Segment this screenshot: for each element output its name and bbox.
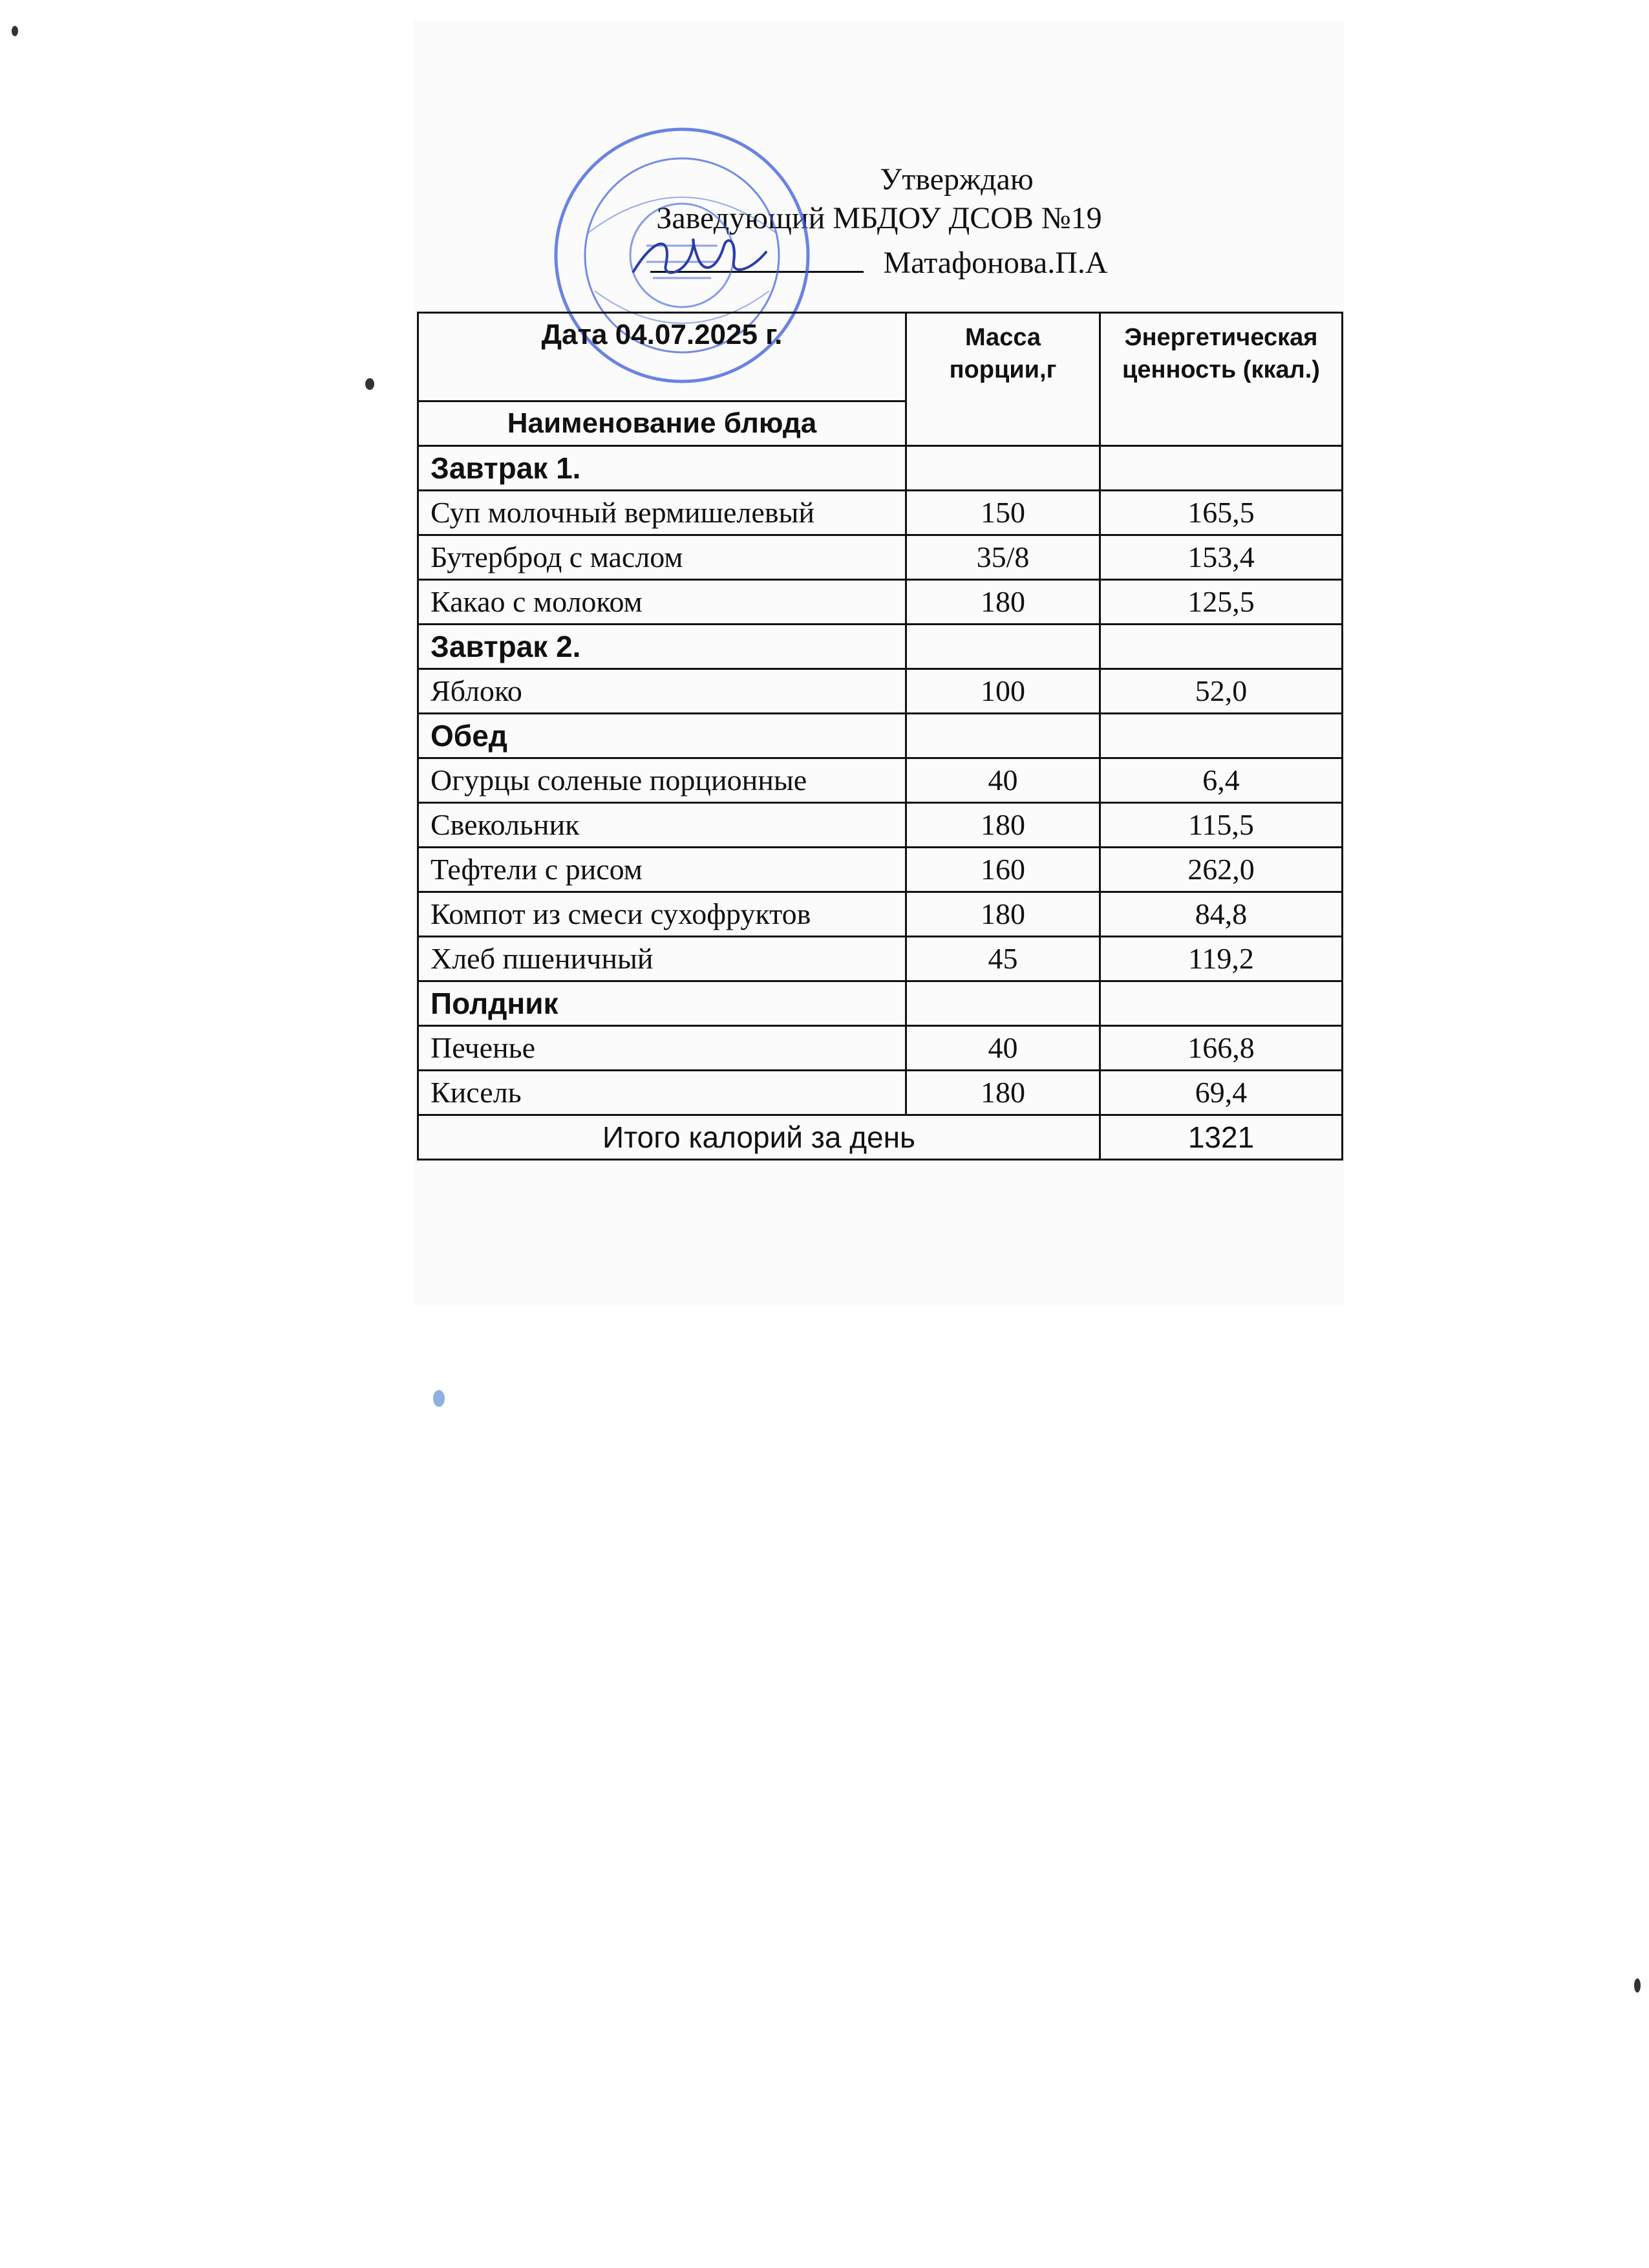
dish-name: Огурцы соленые порционные <box>418 758 906 803</box>
scan-speck <box>1634 1978 1641 1993</box>
dish-energy: 84,8 <box>1100 892 1343 937</box>
dish-mass: 100 <box>906 669 1100 714</box>
dish-row <box>418 848 1343 892</box>
section-title: Полдник <box>418 981 906 1026</box>
approval-position: Заведующий МБДОУ ДСОВ №19 <box>656 201 1102 235</box>
section-row <box>418 446 1343 491</box>
dish-mass: 35/8 <box>906 535 1100 580</box>
scan-speck <box>365 378 374 390</box>
dish-mass: 180 <box>906 892 1100 937</box>
dish-row <box>418 892 1343 937</box>
dish-row <box>418 1071 1343 1115</box>
section-mass-empty <box>906 981 1100 1026</box>
dish-mass: 180 <box>906 803 1100 848</box>
dish-energy: 119,2 <box>1100 937 1343 981</box>
dish-row <box>418 535 1343 580</box>
section-title: Завтрак 1. <box>418 446 906 491</box>
energy-header: Энергетическая ценность (ккал.) <box>1100 313 1343 446</box>
approval-signature-line <box>414 242 1345 281</box>
total-value: 1321 <box>1100 1115 1343 1160</box>
scan-speck <box>433 1390 445 1407</box>
section-energy-empty <box>1100 625 1343 669</box>
dish-name: Печенье <box>418 1026 906 1071</box>
dish-row <box>418 803 1343 848</box>
dish-row <box>418 937 1343 981</box>
handwritten-signature <box>627 213 776 291</box>
menu-table <box>417 312 1343 1161</box>
section-mass-empty <box>906 625 1100 669</box>
section-mass-empty <box>906 714 1100 758</box>
dish-name: Компот из смеси сухофруктов <box>418 892 906 937</box>
section-row <box>418 625 1343 669</box>
dish-name-header: Наименование блюда <box>418 401 906 446</box>
dish-mass: 40 <box>906 758 1100 803</box>
dish-energy: 52,0 <box>1100 669 1343 714</box>
date-header: Дата 04.07.2025 г. <box>418 313 906 401</box>
scan-speck <box>12 26 18 36</box>
section-title: Завтрак 2. <box>418 625 906 669</box>
dish-name: Хлеб пшеничный <box>418 937 906 981</box>
dish-row <box>418 580 1343 625</box>
mass-header: Масса порции,г <box>906 313 1100 446</box>
section-energy-empty <box>1100 981 1343 1026</box>
dish-mass: 180 <box>906 1071 1100 1115</box>
dish-row <box>418 491 1343 535</box>
dish-mass: 45 <box>906 937 1100 981</box>
dish-name: Суп молочный вермишелевый <box>418 491 906 535</box>
approval-block <box>414 162 1345 284</box>
section-row <box>418 714 1343 758</box>
dish-mass: 160 <box>906 848 1100 892</box>
dish-energy: 262,0 <box>1100 848 1343 892</box>
approval-name: Матафонова.П.А <box>883 246 1108 280</box>
dish-mass: 180 <box>906 580 1100 625</box>
dish-name: Бутерброд с маслом <box>418 535 906 580</box>
dish-row <box>418 669 1343 714</box>
section-title: Обед <box>418 714 906 758</box>
dish-row <box>418 758 1343 803</box>
section-energy-empty <box>1100 714 1343 758</box>
dish-energy: 6,4 <box>1100 758 1343 803</box>
dish-energy: 125,5 <box>1100 580 1343 625</box>
approval-title: Утверждаю <box>880 162 1034 197</box>
dish-mass: 40 <box>906 1026 1100 1071</box>
dish-row <box>418 1026 1343 1071</box>
dish-energy: 166,8 <box>1100 1026 1343 1071</box>
dish-name: Какао с молоком <box>418 580 906 625</box>
dish-energy: 153,4 <box>1100 535 1343 580</box>
dish-energy: 69,4 <box>1100 1071 1343 1115</box>
section-energy-empty <box>1100 446 1343 491</box>
section-row <box>418 981 1343 1026</box>
dish-energy: 165,5 <box>1100 491 1343 535</box>
dish-name: Свекольник <box>418 803 906 848</box>
total-row <box>418 1115 1343 1160</box>
total-label: Итого калорий за день <box>418 1115 1100 1160</box>
dish-name: Тефтели с рисом <box>418 848 906 892</box>
dish-mass: 150 <box>906 491 1100 535</box>
section-mass-empty <box>906 446 1100 491</box>
dish-energy: 115,5 <box>1100 803 1343 848</box>
dish-name: Кисель <box>418 1071 906 1115</box>
dish-name: Яблоко <box>418 669 906 714</box>
